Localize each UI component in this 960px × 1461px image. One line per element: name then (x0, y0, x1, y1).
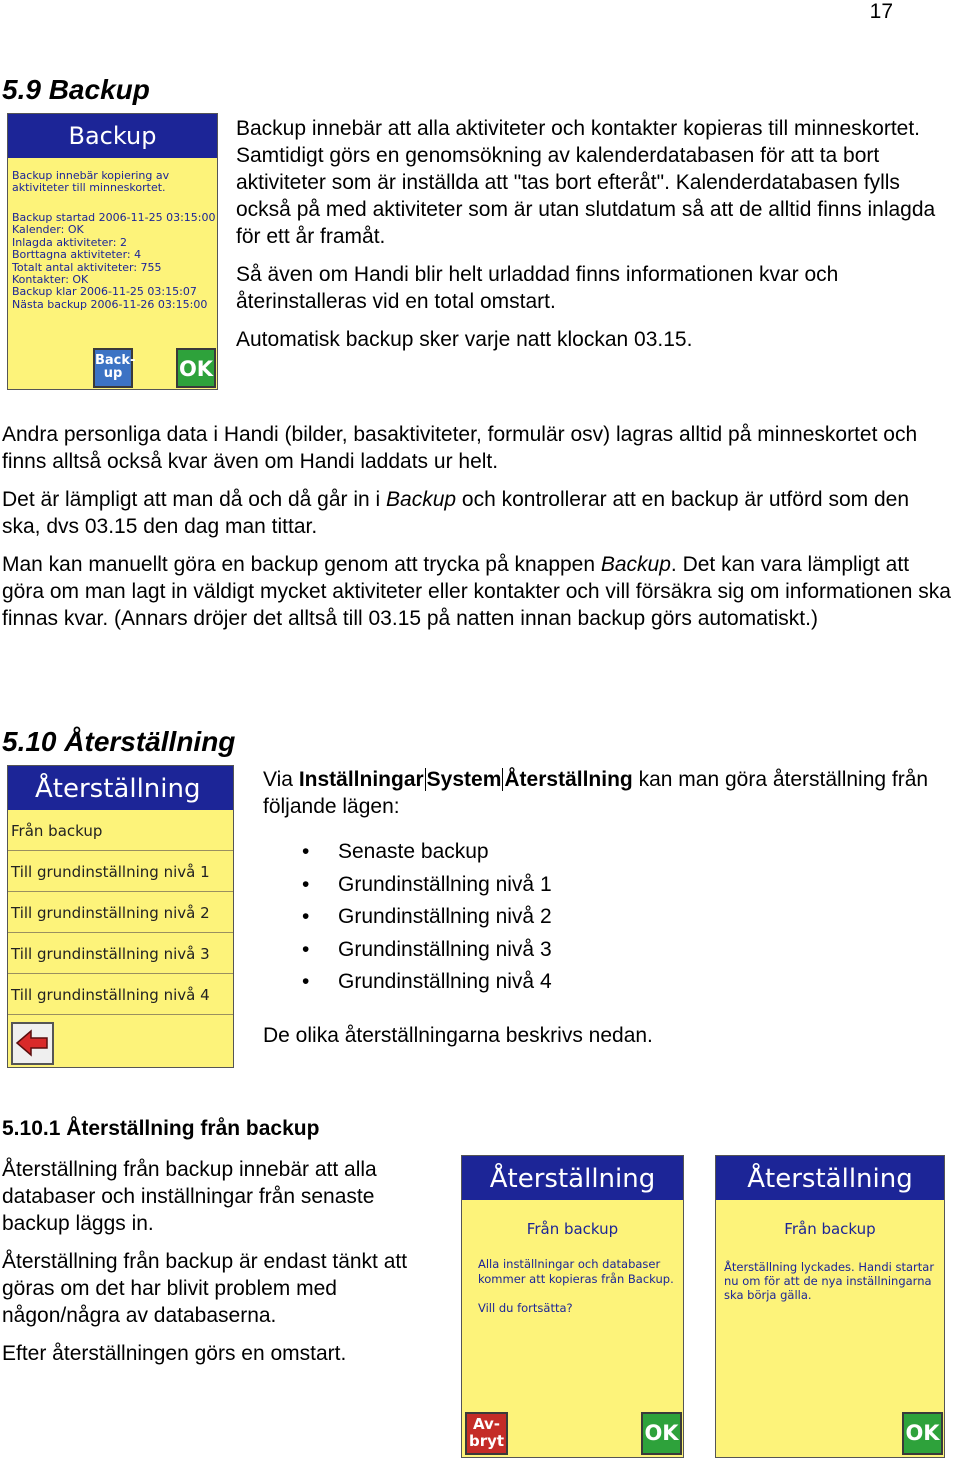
restore-done-screen (715, 1155, 945, 1458)
backup-body (2, 421, 952, 643)
back-button[interactable] (11, 1022, 54, 1065)
backup-description-paragraph: Så även om Handi blir helt urladdad finns informationen kvar och återinstalleras vid en total omstart. (236, 263, 839, 313)
restore-menu-item[interactable]: Till grundinställning nivå 4 (8, 974, 233, 1015)
body-paragraph: Andra personliga data i Handi (bilder, basaktiviteter, formulär osv) lagras alltid på minneskortet och finns alltså också kvar även om Handi laddats ur helt. (2, 423, 918, 473)
restore-screen-title: Återställning (8, 766, 233, 810)
backup-status-line: Kontakter: OK (12, 273, 89, 287)
backup-status-line: Borttagna aktiviteter: 4 (12, 248, 142, 262)
backup-status-list (12, 212, 216, 311)
backup-term: Backup (600, 553, 671, 576)
backup-status-line: Kalender: OK (12, 223, 84, 237)
backup-status-line: Backup klar 2006-11-25 03:15:07 (12, 285, 197, 299)
restore-backup-paragraph: Återställning från backup är endast tänkt att göras om det har blivit problem med någon/några av databaserna. (2, 1250, 408, 1327)
backup-status-line: Inlagda aktiviteter: 2 (12, 235, 127, 249)
backup-description-paragraph: Automatisk backup sker varje natt klockan 03.15. (236, 328, 693, 351)
back-arrow-icon (13, 1024, 52, 1063)
path-restore: Återställning (504, 768, 633, 791)
restore-options-list (0, 836, 960, 999)
section-heading-backup: 5.9 Backup (2, 74, 150, 105)
backup-description-paragraph: Backup innebär att alla aktiviteter och kontakter kopieras till minneskortet. Samtidigt görs en genomsökning av kalenderdatabasen för att ta bort aktiviteter som är inställda att "tas bort efteråt". Kalenderdatabasen fylls också på med aktiviteter som är utan slutdatum så att de alltid finns inlagda för ett år framåt. (236, 117, 936, 248)
restore-option: • Senaste backup (302, 840, 489, 863)
abort-button[interactable]: Av- bryt (465, 1412, 508, 1455)
section-heading-restore: 5.10 Återställning (2, 726, 236, 757)
restore-confirm-question: Vill du fortsätta? (478, 1301, 573, 1315)
restore-menu-item[interactable]: Till grundinställning nivå 2 (8, 892, 233, 933)
restore-done-subtitle: Från backup (784, 1220, 876, 1238)
restore-done-message: Återställning lyckades. Handi startar nu om för att de nya inställningarna ska börja gälla. (724, 1260, 935, 1302)
backup-status-line: Backup startad 2006-11-25 03:15:00 (12, 211, 216, 224)
backup-screen-intro: Backup innebär kopiering av aktiviteter till minneskortet. (12, 169, 170, 195)
ok-button[interactable]: OK (176, 348, 216, 388)
restore-confirm-message: Alla inställningar och databaser kommer att kopieras från Backup. (478, 1257, 674, 1286)
section-heading-restore-backup: 5.10.1 Återställning från backup (2, 1117, 320, 1140)
restore-confirm-screen (461, 1155, 684, 1458)
restore-intro: Via Inställningar System Återställning kan man göra återställning från följande lägen: (263, 768, 929, 818)
restore-backup-paragraph: Återställning från backup innebär att alla databaser och inställningar från senaste backup läggs in. (2, 1158, 377, 1235)
backup-screen-title: Backup (8, 114, 217, 158)
restore-option: • Grundinställning nivå 3 (302, 937, 552, 961)
restore-done-title: Återställning (716, 1156, 944, 1200)
backup-screen (7, 113, 218, 390)
restore-description (263, 766, 960, 1060)
restore-menu-item[interactable]: Till grundinställning nivå 1 (8, 851, 233, 892)
backup-button[interactable]: Back- up (93, 348, 133, 388)
restore-option: • Grundinställning nivå 1 (302, 872, 552, 896)
body-paragraph: Man kan manuellt göra en backup genom att trycka på knappen Backup. Det kan vara lämpligt att göra om man lagt in väldigt mycket aktiviteter eller kontakter och vill försäkra sig om informationen ska finnas kvar. (Annars dröjer det alltså till 03.15 på natten innan backup görs automatiskt.) (2, 553, 951, 630)
backup-status-line: Totalt antal aktiviteter: 755 (12, 260, 162, 274)
restore-confirm-subtitle: Från backup (526, 1220, 619, 1238)
body-paragraph: Det är lämpligt att man då och då går in i Backup och kontrollerar att en backup är utförd som den ska, dvs 03.15 den dag man tittar. (2, 488, 909, 538)
restore-menu-item[interactable]: Från backup (8, 810, 233, 851)
ok-button[interactable]: OK (641, 1412, 682, 1455)
restore-confirm-title: Återställning (462, 1156, 683, 1200)
path-system: System (426, 768, 502, 791)
ok-button[interactable]: OK (902, 1412, 943, 1455)
restore-backup-paragraph: Efter återställningen görs en omstart. (2, 1342, 347, 1365)
path-settings: Inställningar (298, 768, 424, 791)
backup-status-line: Nästa backup 2006-11-26 03:15:00 (12, 297, 208, 311)
backup-term: Backup (386, 488, 457, 511)
restore-backup-text (2, 1156, 427, 1378)
backup-description (236, 115, 958, 364)
page-number: 17 (869, 0, 893, 23)
restore-menu-item[interactable]: Till grundinställning nivå 3 (8, 933, 233, 974)
restore-outro: De olika återställningarna beskrivs nedan. (263, 1023, 653, 1047)
restore-option: • Grundinställning nivå 4 (302, 970, 552, 993)
restore-option: • Grundinställning nivå 2 (302, 905, 552, 928)
